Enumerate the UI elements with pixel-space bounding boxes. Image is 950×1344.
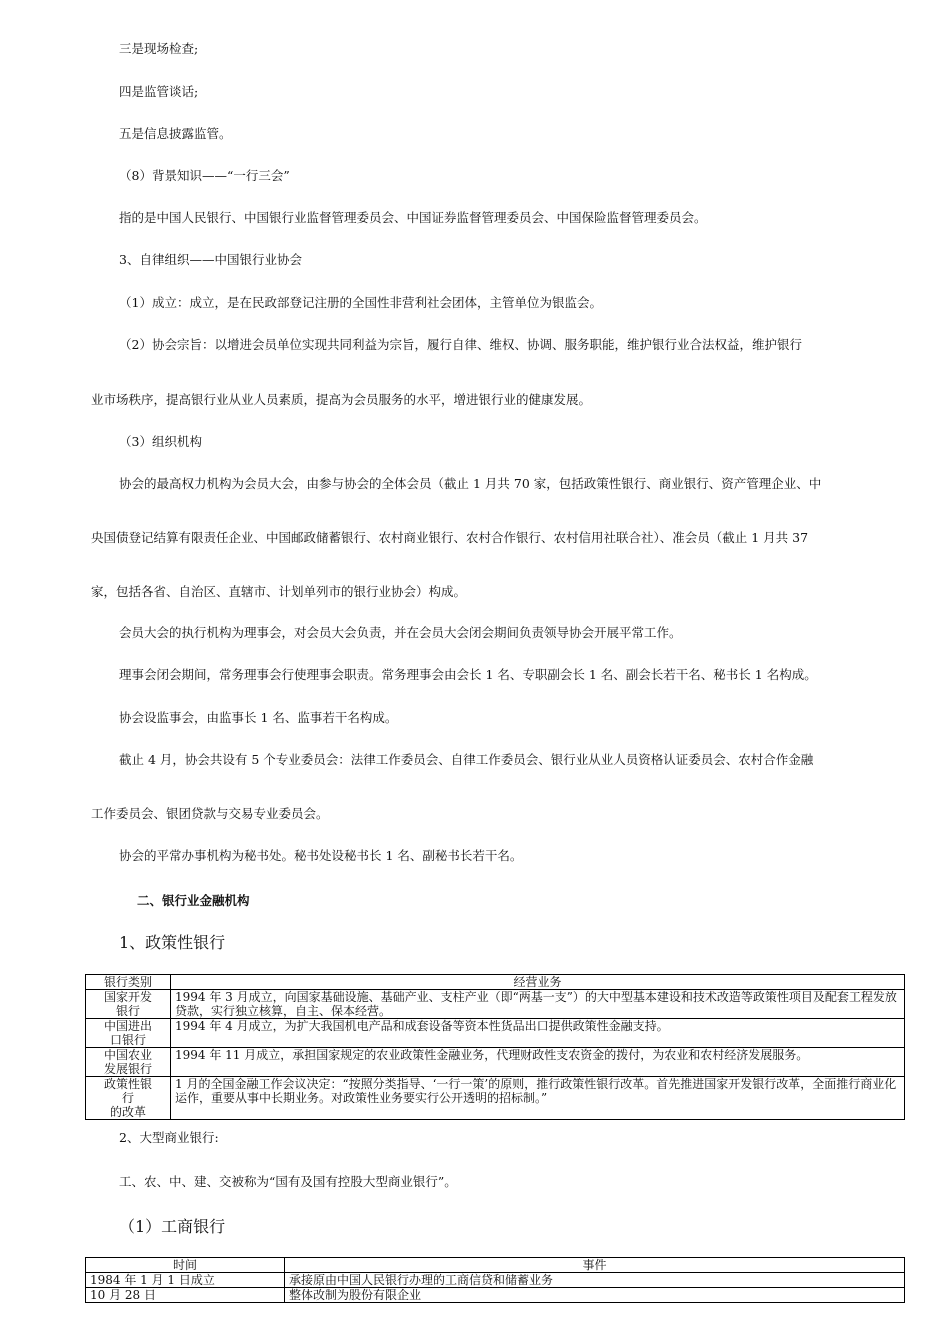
table-cell: 整体改制为股份有限企业: [285, 1288, 905, 1303]
table-cell: 1984 年 1 月 1 日成立: [86, 1273, 285, 1288]
table-header-row: [86, 1258, 905, 1273]
paragraph: 2、大型商业银行:: [119, 1130, 219, 1145]
paragraph: 协会设监事会，由监事长 1 名、监事若干名构成。: [119, 710, 398, 725]
paragraph: 工作委员会、银团贷款与交易专业委员会。: [91, 806, 329, 821]
table-cell: [86, 1048, 171, 1077]
table-cell: 1994 年 11 月成立，承担国家规定的农业政策性金融业务，代理财政性支农资金的拨付，为农业和农村经济发展服务。: [171, 1048, 905, 1077]
table-header: 经营业务: [171, 975, 905, 990]
cell-line: 的改革: [109, 1105, 146, 1119]
table-row: [86, 1273, 905, 1288]
policy-bank-table: [85, 974, 905, 1120]
table-row: [86, 1077, 905, 1120]
table-cell: 承接原由中国人民银行办理的工商信贷和储蓄业务: [285, 1273, 905, 1288]
table-cell: 1 月的全国金融工作会议决定：“按照分类指导、‘一行一策’的原则，推行政策性银行改革。首先推进国家开发银行改革，全面推行商业化运作，重要从事中长期业务。对政策性业务要实行公开透明的招标制。”: [171, 1077, 905, 1120]
table-cell: 1994 年 3 月成立，向国家基础设施、基础产业、支柱产业（即“两基一支”）的大中型基本建设和技术改造等政策性项目及配套工程发放贷款，实行独立核算，自主、保本经营。: [171, 990, 905, 1019]
cell-line: 发展银行: [103, 1062, 152, 1076]
table-cell: [86, 1077, 171, 1120]
paragraph: 指的是中国人民银行、中国银行业监督管理委员会、中国证券监督管理委员会、中国保险监督管理委员会。: [119, 210, 707, 225]
table-header: 时间: [86, 1258, 285, 1273]
paragraph: 协会的平常办事机构为秘书处。秘书处设秘书长 1 名、副秘书长若干名。: [119, 848, 523, 863]
table-row: [86, 1288, 905, 1303]
paragraph: （3）组织机构: [119, 434, 202, 449]
table-cell: 10 月 28 日: [86, 1288, 285, 1303]
cell-line: 政策性银: [103, 1077, 152, 1091]
paragraph: （8）背景知识——“一行三会”: [119, 168, 290, 183]
paragraph: 三是现场检查;: [119, 41, 199, 56]
cell-line: 中国农业: [103, 1048, 152, 1062]
section-heading: 二、银行业金融机构: [137, 893, 250, 908]
table-cell: [86, 990, 171, 1019]
paragraph: 央国债登记结算有限责任企业、中国邮政储蓄银行、农村商业银行、农村合作银行、农村信用社联合社）、准会员（截止 1 月共 37: [91, 530, 809, 545]
paragraph: 家，包括各省、自治区、直辖市、计划单列市的银行业协会）构成。: [91, 584, 467, 599]
table-cell: 1994 年 4 月成立，为扩大我国机电产品和成套设备等资本性货品出口提供政策性金融支持。: [171, 1019, 905, 1048]
cell-line: 行: [121, 1091, 134, 1105]
paragraph: 理事会闭会期间，常务理事会行使理事会职责。常务理事会由会长 1 名、专职副会长 1 名、副会长若干名、秘书长 1 名构成。: [119, 667, 817, 682]
cell-line: 国家开发: [103, 990, 152, 1004]
icbc-table: [85, 1257, 905, 1303]
paragraph: 业市场秩序，提高银行业从业人员素质，提高为会员服务的水平，增进银行业的健康发展。: [91, 392, 592, 407]
paragraph: 四是监管谈话;: [119, 84, 199, 99]
cell-line: 银行: [115, 1004, 140, 1018]
table-row: [86, 1048, 905, 1077]
table-header: 事件: [285, 1258, 905, 1273]
paragraph: 截止 4 月，协会共设有 5 个专业委员会：法律工作委员会、自律工作委员会、银行业从业人员资格认证委员会、农村合作金融: [119, 752, 814, 767]
table-header: 银行类别: [86, 975, 171, 990]
paragraph: （2）协会宗旨：以增进会员单位实现共同利益为宗旨，履行自律、维权、协调、服务职能，维护银行业合法权益，维护银行: [119, 337, 802, 352]
paragraph: 3、自律组织——中国银行业协会: [119, 252, 302, 267]
paragraph: 五是信息披露监管。: [119, 126, 232, 141]
paragraph: （1）成立：成立，是在民政部登记注册的全国性非营利社会团体，主管单位为银监会。: [119, 295, 602, 310]
cell-line: 中国进出: [103, 1019, 152, 1033]
cell-line: 口银行: [109, 1033, 146, 1047]
sub-heading: （1）工商银行: [119, 1217, 226, 1236]
table-row: [86, 1019, 905, 1048]
paragraph: 会员大会的执行机构为理事会，对会员大会负责，并在会员大会闭会期间负责领导协会开展平常工作。: [119, 625, 682, 640]
paragraph: 工、农、中、建、交被称为“国有及国有控股大型商业银行”。: [119, 1174, 457, 1189]
table-cell: [86, 1019, 171, 1048]
sub-heading: 1、政策性银行: [119, 933, 226, 952]
paragraph: 协会的最高权力机构为会员大会，由参与协会的全体会员（截止 1 月共 70 家，包括政策性银行、商业银行、资产管理企业、中: [119, 476, 822, 491]
table-row: [86, 990, 905, 1019]
table-header-row: [86, 975, 905, 990]
